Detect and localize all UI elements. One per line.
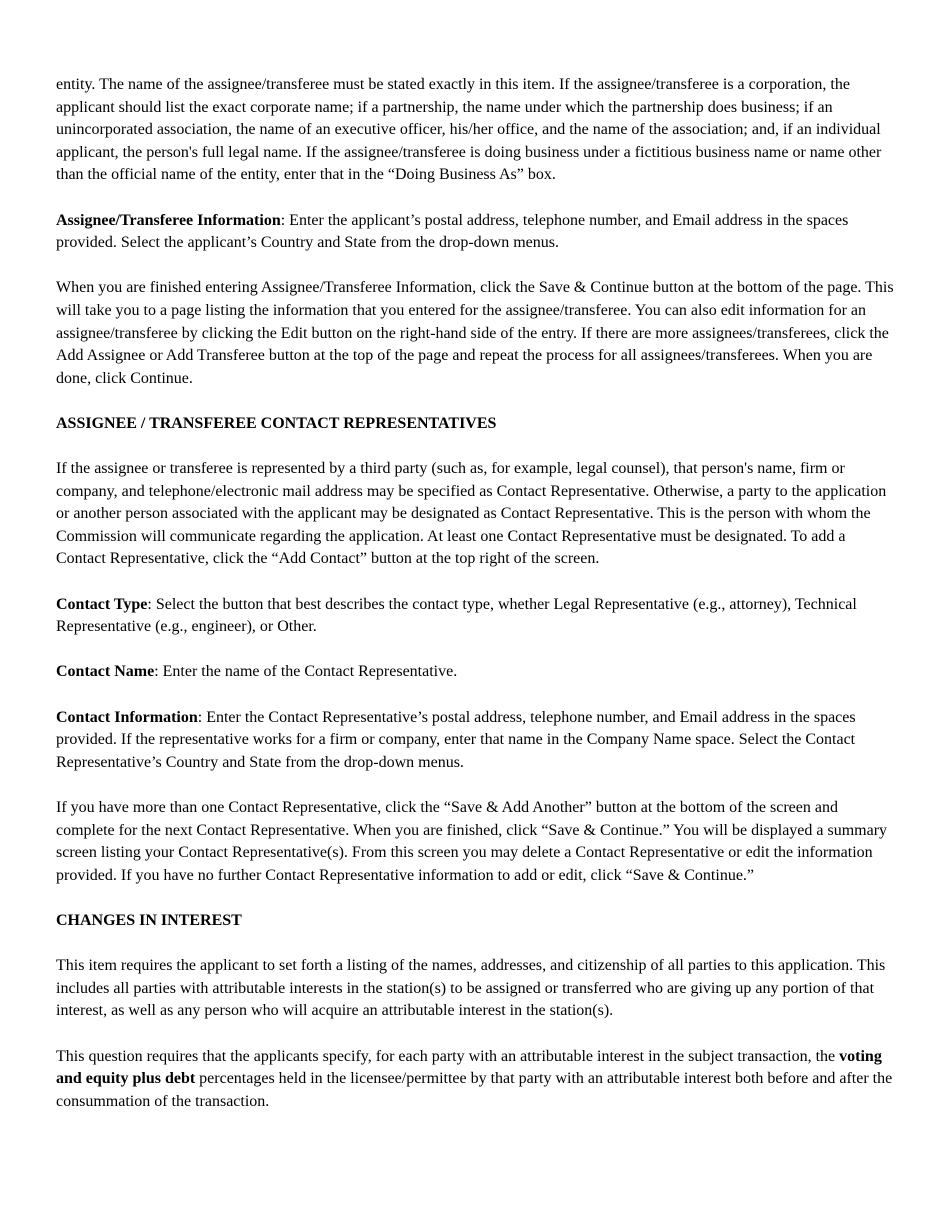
- paragraph-assignee-information: [56, 210, 896, 255]
- paragraph-contact-information: [56, 707, 896, 775]
- text-voting-equity-pre: This question requires that the applicants specify, for each party with an attributable interest in the subject transaction, the: [56, 1047, 840, 1065]
- term-voting-equity: voting and equity plus debt: [56, 1047, 882, 1088]
- text-contact-information: : Enter the Contact Representative’s postal address, telephone number, and Email address in the spaces provided. If the representative works for a firm or company, enter that name in the Company Name space. Select the Contact Representative’s Country and State from the drop-down menus.: [56, 708, 856, 771]
- paragraph-contact-name: [56, 661, 896, 684]
- term-contact-name: Contact Name: [56, 663, 155, 681]
- paragraph-multiple-contacts: If you have more than one Contact Representative, click the “Save & Add Another” button at the bottom of the screen and complete for the next Contact Representative. When you are finished, click “Save & Continue.” You will be displayed a summary screen listing your Contact Representative(s). From this screen you may delete a Contact Representative or edit the information provided. If you have no further Contact Representative information to add or edit, click “Save & Continue.”: [56, 799, 888, 884]
- paragraph-save-continue: When you are finished entering Assignee/Transferee Information, click the Save & Continue button at the bottom of the page. This will take you to a page listing the information that you entered for the assignee/transferee. You can also edit information for an assignee/transferee by clicking the Edit button on the right-hand side of the entry. If there are more assignees/transferees, click the Add Assignee or Add Transferee button at the top of the page and repeat the process for all assignees/transferees. When you are done, click Continue.: [56, 279, 894, 387]
- term-contact-type: Contact Type: [56, 595, 148, 613]
- text-contact-name: : Enter the name of the Contact Representative.: [154, 663, 458, 681]
- text-voting-equity-post: percentages held in the licensee/permittee by that party with an attributable interest both before and after the consummation of the transaction.: [56, 1070, 893, 1110]
- text-assignee-information: : Enter the applicant’s postal address, telephone number, and Email address in the spaces provided. Select the applicant’s Country and State from the drop-down menus.: [56, 211, 849, 252]
- paragraph-entity-name: entity. The name of the assignee/transferee must be stated exactly in this item. If the assignee/transferee is a corporation, the applicant should list the exact corporate name; if a partnership, the name under which the partnership does business; if an unincorporated association, the name of an executive officer, his/her office, and the name of the association; and, if an individual applicant, the person's full legal name. If the assignee/transferee is doing business under a fictitious business name or name other than the official name of the entity, enter that in the “Doing Business As” box.: [56, 76, 882, 184]
- heading-changes-in-interest: CHANGES IN INTEREST: [56, 911, 242, 929]
- document-page: [56, 74, 896, 1136]
- term-contact-information: Contact Information: [56, 708, 198, 726]
- heading-contact-representatives: ASSIGNEE / TRANSFEREE CONTACT REPRESENTATIVES: [56, 414, 497, 432]
- term-assignee-information: Assignee/Transferee Information: [56, 211, 281, 229]
- paragraph-voting-equity: [56, 1046, 896, 1114]
- text-contact-type: : Select the button that best describes the contact type, whether Legal Representative (e.g., attorney), Technical Representative (e.g., engineer), or Other.: [56, 595, 857, 636]
- paragraph-parties-listing: This item requires the applicant to set forth a listing of the names, addresses, and citizenship of all parties to this application. This includes all parties with attributable interests in the station(s) to be assigned or transferred who are giving up any portion of that interest, as well as any person who will acquire an attributable interest in the station(s).: [56, 957, 886, 1020]
- paragraph-contact-representative: If the assignee or transferee is represented by a third party (such as, for example, legal counsel), that person's name, firm or company, and telephone/electronic mail address may be specified as Contact Representative. Otherwise, a party to the application or another person associated with the applicant may be designated as Contact Representative. This is the person with whom the Commission will communicate regarding the application. At least one Contact Representative must be designated. To add a Contact Representative, click the “Add Contact” button at the top right of the screen.: [56, 460, 887, 568]
- paragraph-contact-type: [56, 594, 896, 639]
